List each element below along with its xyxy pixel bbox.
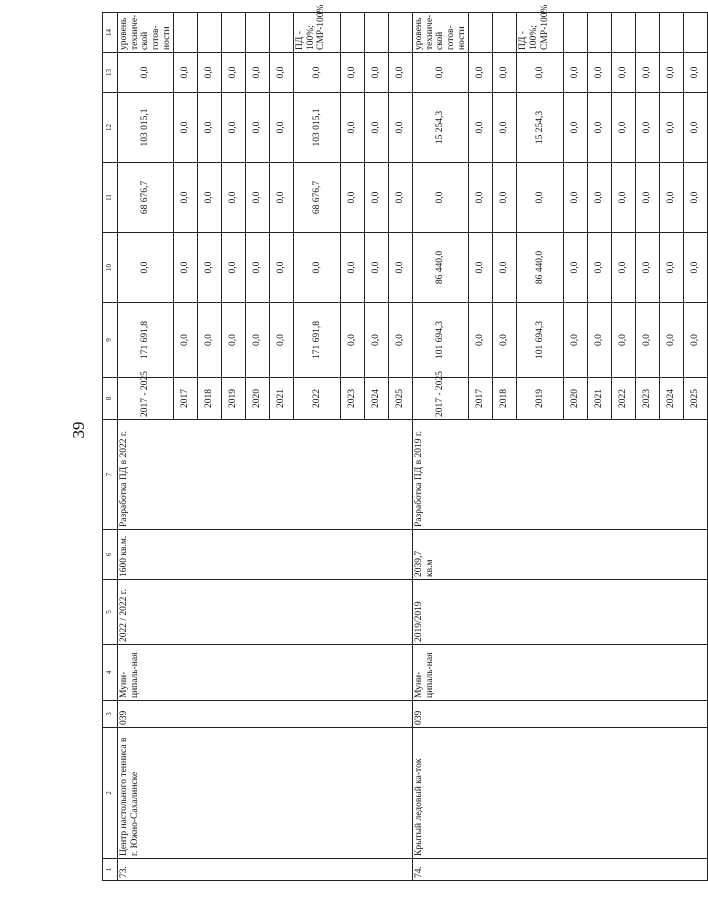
value-cell: 0,0 xyxy=(198,163,222,233)
year-cell: 2017 xyxy=(469,378,493,420)
value-cell: 15 254,3 xyxy=(517,93,564,163)
object-name: Центр настольного тенниса в г. Южно-Сахалинске xyxy=(118,728,413,859)
readiness-cell xyxy=(660,13,684,53)
object-number: 73. xyxy=(118,859,413,881)
value-cell: 0,0 xyxy=(564,163,588,233)
value-cell: 0,0 xyxy=(413,53,469,93)
value-cell: 0,0 xyxy=(246,233,270,303)
object-note: Разработка ПД в 2022 г. xyxy=(118,420,413,530)
period-cell: 2017 - 2025 xyxy=(413,378,469,420)
value-cell: 68 676,7 xyxy=(294,163,341,233)
value-cell: 0,0 xyxy=(636,53,660,93)
value-cell: 0,0 xyxy=(660,233,684,303)
value-cell: 0,0 xyxy=(341,93,365,163)
value-cell: 0,0 xyxy=(341,53,365,93)
value-cell: 0,0 xyxy=(294,233,341,303)
column-number: 4 xyxy=(103,645,118,701)
column-number: 10 xyxy=(103,233,118,303)
year-cell: 2022 xyxy=(294,378,341,420)
value-cell: 0,0 xyxy=(493,303,517,378)
value-cell: 0,0 xyxy=(389,53,413,93)
object-note: Разработка ПД в 2019 г. xyxy=(413,420,708,530)
value-cell: 0,0 xyxy=(270,93,294,163)
value-cell: 171 691,8 xyxy=(294,303,341,378)
value-cell: 0,0 xyxy=(612,93,636,163)
column-number: 13 xyxy=(103,53,118,93)
year-cell: 2017 xyxy=(174,378,198,420)
value-cell: 86 440,0 xyxy=(413,233,469,303)
object-row xyxy=(118,13,174,881)
object-capacity: 1600 кв.м. xyxy=(118,530,413,580)
value-cell: 0,0 xyxy=(174,303,198,378)
year-cell: 2025 xyxy=(389,378,413,420)
value-cell: 0,0 xyxy=(564,93,588,163)
value-cell: 0,0 xyxy=(389,233,413,303)
value-cell: 0,0 xyxy=(222,163,246,233)
column-number-row xyxy=(103,13,118,881)
value-cell: 0,0 xyxy=(588,163,612,233)
value-cell: 0,0 xyxy=(365,93,389,163)
year-cell: 2018 xyxy=(198,378,222,420)
ownership-type: Муни-ципаль-ная xyxy=(413,645,708,701)
value-cell: 0,0 xyxy=(222,233,246,303)
column-number: 8 xyxy=(103,378,118,420)
value-cell: 0,0 xyxy=(612,303,636,378)
value-cell: 0,0 xyxy=(564,53,588,93)
readiness-cell xyxy=(684,13,708,53)
value-cell: 0,0 xyxy=(469,93,493,163)
value-cell: 0,0 xyxy=(684,53,708,93)
value-cell: 0,0 xyxy=(270,303,294,378)
column-number: 9 xyxy=(103,303,118,378)
value-cell: 0,0 xyxy=(389,93,413,163)
value-cell: 0,0 xyxy=(365,53,389,93)
readiness-cell xyxy=(469,13,493,53)
value-cell: 0,0 xyxy=(413,163,469,233)
value-cell: 0,0 xyxy=(389,303,413,378)
value-cell: 0,0 xyxy=(493,93,517,163)
value-cell: 0,0 xyxy=(469,163,493,233)
ownership-type: Муни-ципаль-ная xyxy=(118,645,413,701)
readiness-cell xyxy=(198,13,222,53)
column-number: 11 xyxy=(103,163,118,233)
year-cell: 2023 xyxy=(341,378,365,420)
year-cell: 2022 xyxy=(612,378,636,420)
year-cell: 2019 xyxy=(222,378,246,420)
readiness-cell: ПД - 100%; СМР-100% xyxy=(294,13,341,53)
value-cell: 0,0 xyxy=(612,53,636,93)
value-cell: 0,0 xyxy=(341,303,365,378)
value-cell: 0,0 xyxy=(469,53,493,93)
value-cell: 0,0 xyxy=(389,163,413,233)
year-cell: 2024 xyxy=(660,378,684,420)
object-capacity: 2039,7 кв.м xyxy=(413,530,708,580)
value-cell: 0,0 xyxy=(270,53,294,93)
readiness-cell xyxy=(493,13,517,53)
value-cell: 0,0 xyxy=(174,233,198,303)
rotated-table-container xyxy=(102,4,701,881)
value-cell: 0,0 xyxy=(493,53,517,93)
year-cell: 2020 xyxy=(564,378,588,420)
value-cell: 0,0 xyxy=(365,233,389,303)
value-cell: 0,0 xyxy=(174,93,198,163)
value-cell: 0,0 xyxy=(246,303,270,378)
year-cell: 2023 xyxy=(636,378,660,420)
year-cell: 2025 xyxy=(684,378,708,420)
readiness-cell xyxy=(174,13,198,53)
column-number: 6 xyxy=(103,530,118,580)
value-cell: 0,0 xyxy=(365,163,389,233)
value-cell: 0,0 xyxy=(588,53,612,93)
value-cell: 103 015,1 xyxy=(118,93,174,163)
readiness-cell xyxy=(564,13,588,53)
value-cell: 0,0 xyxy=(684,303,708,378)
year-cell: 2018 xyxy=(493,378,517,420)
value-cell: 0,0 xyxy=(246,53,270,93)
readiness-cell xyxy=(222,13,246,53)
readiness-cell: ПД - 100%; СМР-100% xyxy=(517,13,564,53)
value-cell: 0,0 xyxy=(684,233,708,303)
value-cell: 0,0 xyxy=(564,303,588,378)
readiness-cell xyxy=(341,13,365,53)
value-cell: 0,0 xyxy=(469,233,493,303)
value-cell: 0,0 xyxy=(469,303,493,378)
value-cell: 0,0 xyxy=(270,163,294,233)
value-cell: 0,0 xyxy=(636,93,660,163)
value-cell: 0,0 xyxy=(612,233,636,303)
object-code: 039 xyxy=(413,701,708,728)
value-cell: 0,0 xyxy=(294,53,341,93)
readiness-cell xyxy=(636,13,660,53)
year-cell: 2021 xyxy=(270,378,294,420)
column-number: 2 xyxy=(103,728,118,859)
value-cell: 0,0 xyxy=(517,163,564,233)
value-cell: 0,0 xyxy=(660,93,684,163)
value-cell: 0,0 xyxy=(660,303,684,378)
value-cell: 0,0 xyxy=(174,53,198,93)
value-cell: 0,0 xyxy=(341,163,365,233)
object-row xyxy=(413,13,469,881)
value-cell: 0,0 xyxy=(493,163,517,233)
value-cell: 0,0 xyxy=(246,93,270,163)
construction-period: 2022 / 2022 г. xyxy=(118,580,413,645)
value-cell: 0,0 xyxy=(588,303,612,378)
value-cell: 0,0 xyxy=(636,303,660,378)
value-cell: 0,0 xyxy=(612,163,636,233)
object-number: 74. xyxy=(413,859,708,881)
value-cell: 0,0 xyxy=(222,53,246,93)
value-cell: 0,0 xyxy=(270,233,294,303)
value-cell: 0,0 xyxy=(588,233,612,303)
column-number: 14 xyxy=(103,13,118,53)
year-cell: 2021 xyxy=(588,378,612,420)
investment-table xyxy=(102,4,708,881)
column-number: 3 xyxy=(103,701,118,728)
column-number: 1 xyxy=(103,859,118,881)
readiness-cell xyxy=(612,13,636,53)
value-cell: 0,0 xyxy=(118,233,174,303)
value-cell: 0,0 xyxy=(636,233,660,303)
value-cell: 15 254,3 xyxy=(413,93,469,163)
value-cell: 0,0 xyxy=(174,163,198,233)
value-cell: 68 676,7 xyxy=(118,163,174,233)
value-cell: 0,0 xyxy=(493,233,517,303)
value-cell: 0,0 xyxy=(198,303,222,378)
value-cell: 0,0 xyxy=(198,233,222,303)
value-cell: 0,0 xyxy=(684,163,708,233)
value-cell: 0,0 xyxy=(341,233,365,303)
value-cell: 0,0 xyxy=(660,53,684,93)
readiness-cell xyxy=(270,13,294,53)
readiness-cell xyxy=(588,13,612,53)
value-cell: 101 694,3 xyxy=(413,303,469,378)
readiness-cell: уровень техниче-ской готов-ности xyxy=(118,13,174,53)
readiness-cell xyxy=(365,13,389,53)
value-cell: 103 015,1 xyxy=(294,93,341,163)
value-cell: 0,0 xyxy=(222,303,246,378)
column-number: 12 xyxy=(103,93,118,163)
object-code: 039 xyxy=(118,701,413,728)
value-cell: 0,0 xyxy=(246,163,270,233)
column-number: 5 xyxy=(103,580,118,645)
value-cell: 171 691,8 xyxy=(118,303,174,378)
value-cell: 0,0 xyxy=(588,93,612,163)
year-cell: 2024 xyxy=(365,378,389,420)
value-cell: 0,0 xyxy=(517,53,564,93)
value-cell: 101 694,3 xyxy=(517,303,564,378)
column-number: 7 xyxy=(103,420,118,530)
readiness-cell: уровень техниче-ской готов-ности xyxy=(413,13,469,53)
value-cell: 0,0 xyxy=(564,233,588,303)
value-cell: 0,0 xyxy=(636,163,660,233)
value-cell: 0,0 xyxy=(198,93,222,163)
readiness-cell xyxy=(389,13,413,53)
object-name: Крытый ледовый ка-ток xyxy=(413,728,708,859)
value-cell: 86 440,0 xyxy=(517,233,564,303)
period-cell: 2017 - 2025 xyxy=(118,378,174,420)
value-cell: 0,0 xyxy=(118,53,174,93)
value-cell: 0,0 xyxy=(684,93,708,163)
readiness-cell xyxy=(246,13,270,53)
construction-period: 2019/2019 xyxy=(413,580,708,645)
value-cell: 0,0 xyxy=(222,93,246,163)
page-number: 39 xyxy=(69,421,88,439)
value-cell: 0,0 xyxy=(365,303,389,378)
year-cell: 2019 xyxy=(517,378,564,420)
value-cell: 0,0 xyxy=(660,163,684,233)
value-cell: 0,0 xyxy=(198,53,222,93)
year-cell: 2020 xyxy=(246,378,270,420)
